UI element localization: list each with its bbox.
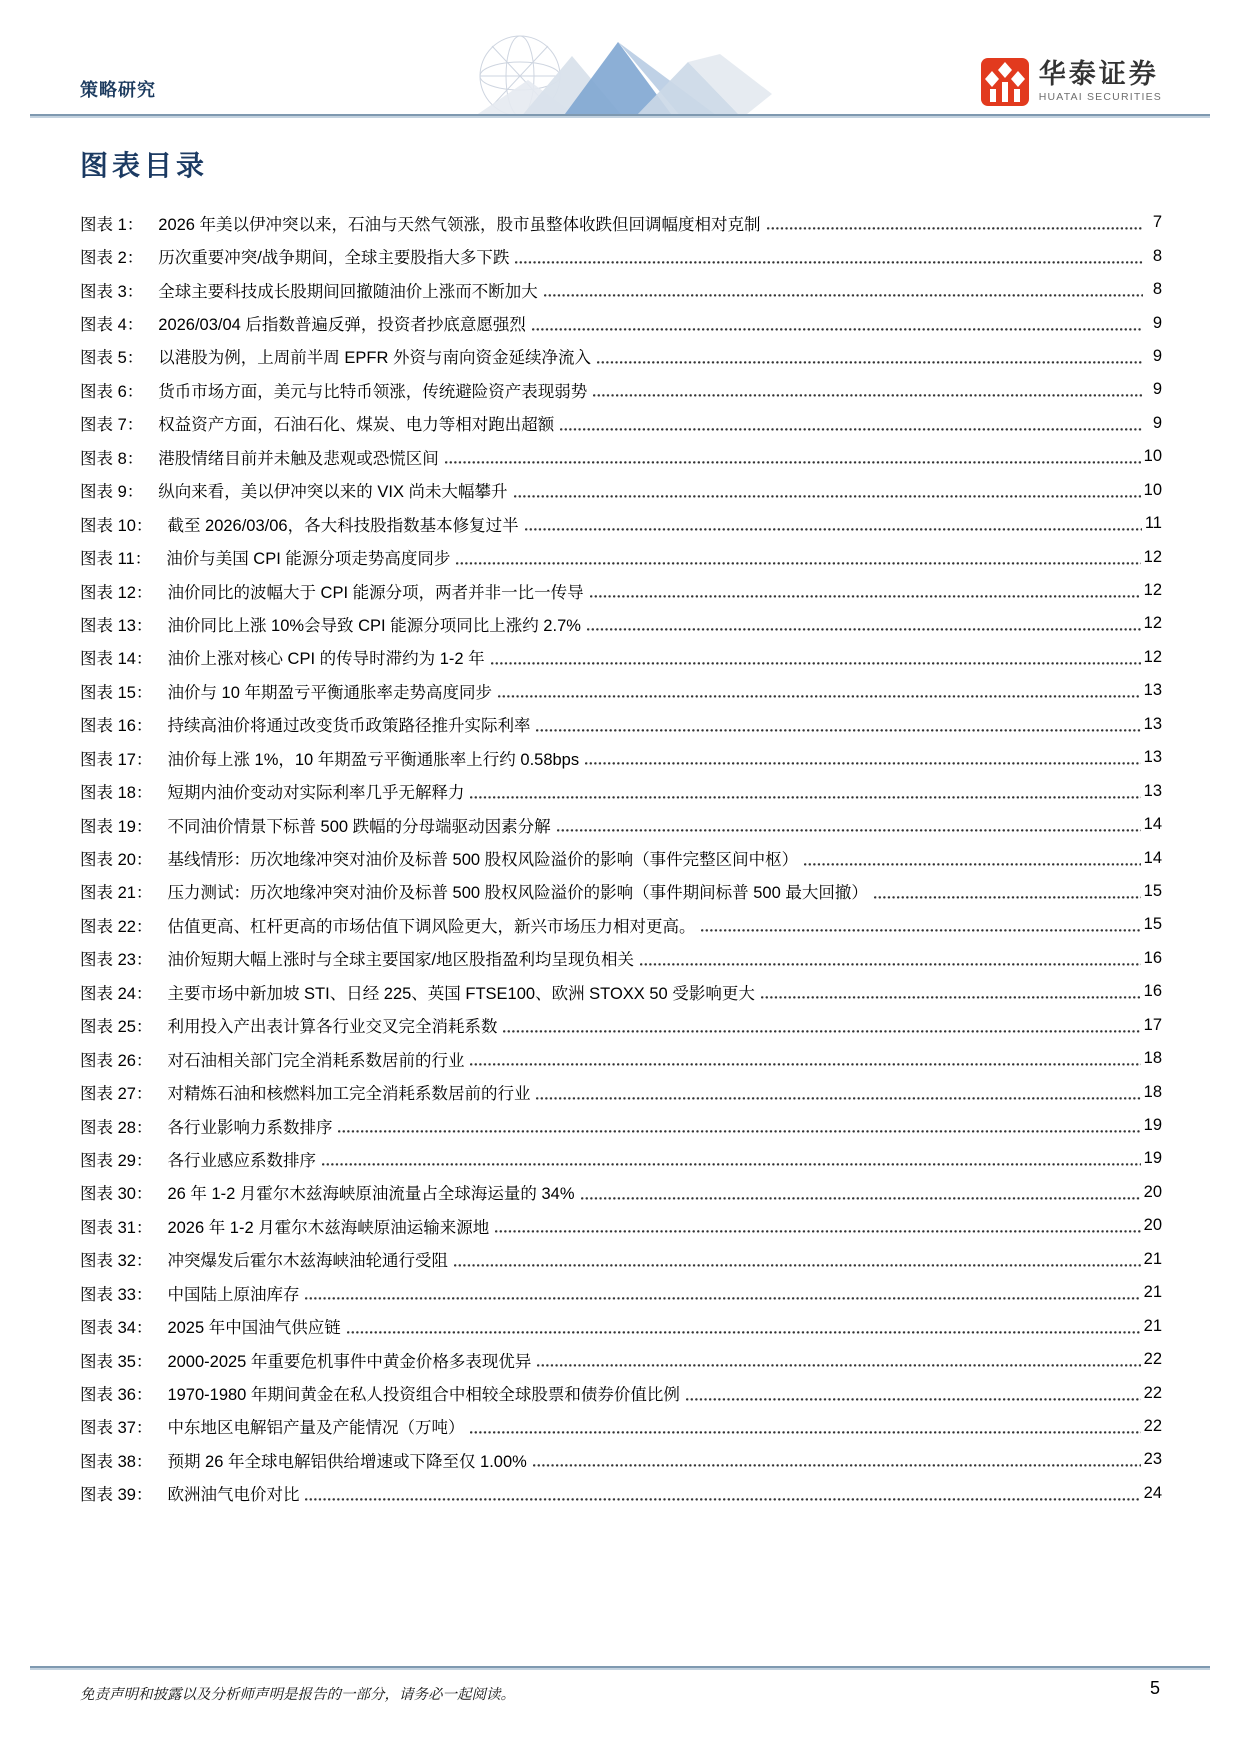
toc-entry[interactable] — [80, 340, 1162, 373]
toc-entry[interactable] — [80, 1343, 1162, 1376]
toc-entry-title: 港股情绪目前并未触及悲观或恐慌区间 — [158, 449, 439, 468]
toc-leader-dots — [347, 1331, 1141, 1334]
toc-leader-dots — [470, 1063, 1140, 1066]
toc-entry[interactable] — [80, 1209, 1162, 1242]
toc-entry-page: 9 — [1152, 413, 1162, 432]
toc-entry-title: 压力测试：历次地缘冲突对油价及标普 500 股权风险溢价的影响（事件期间标普 500 最大回撤） — [167, 884, 868, 903]
toc-entry-title: 油价同比上涨 10%会导致 CPI 能源分项同比上涨约 2.7% — [167, 616, 581, 635]
toc-entry-label: 图表 31： — [80, 1218, 153, 1237]
brand-name-cn: 华泰证券 — [1038, 59, 1159, 90]
toc-entry-page: 20 — [1143, 1216, 1162, 1235]
toc-entry-title: 估值更高、杠杆更高的市场估值下调风险更大，新兴市场压力相对更高。 — [167, 917, 696, 936]
toc-entry[interactable] — [80, 1176, 1162, 1209]
toc-entry[interactable] — [80, 1243, 1162, 1276]
toc-entry-label: 图表 19： — [80, 817, 153, 836]
toc-entry-page: 16 — [1143, 982, 1162, 1001]
footer-disclaimer: 免责声明和披露以及分析师声明是报告的一部分，请务必一起阅读。 — [80, 1687, 515, 1703]
toc-entry-title: 2026 年 1-2 月霍尔木兹海峡原油运输来源地 — [167, 1218, 490, 1237]
huatai-logo-icon — [981, 58, 1029, 106]
toc-leader-dots — [767, 227, 1143, 230]
toc-entry-label: 图表 29： — [80, 1151, 153, 1170]
toc-entry-label: 图表 28： — [80, 1118, 153, 1137]
toc-entry-label: 图表 10： — [80, 516, 153, 535]
toc-entry-title: 不同油价情景下标普 500 跌幅的分母端驱动因素分解 — [167, 817, 551, 836]
toc-entry-page: 24 — [1143, 1483, 1162, 1502]
toc-entry-title: 截至 2026/03/06，各大科技股指数基本修复过半 — [167, 516, 519, 535]
toc-entry-label: 图表 22： — [80, 917, 153, 936]
toc-entry[interactable] — [80, 206, 1162, 239]
toc-entry-title: 中国陆上原油库存 — [167, 1285, 300, 1304]
toc-entry-label: 图表 35： — [80, 1352, 153, 1371]
toc-entry-page: 14 — [1143, 815, 1162, 834]
toc-entry[interactable] — [80, 407, 1162, 440]
toc-entry-title: 对精炼石油和核燃料加工完全消耗系数居前的行业 — [167, 1085, 531, 1104]
toc-entry[interactable] — [80, 942, 1162, 975]
toc-leader-dots — [503, 1030, 1140, 1033]
toc-entry-label: 图表 26： — [80, 1051, 153, 1070]
toc-entry-label: 图表 9： — [80, 483, 144, 502]
toc-entry[interactable] — [80, 741, 1162, 774]
toc-entry-title: 2025 年中国油气供应链 — [167, 1319, 341, 1338]
toc-leader-dots — [686, 1398, 1141, 1401]
toc-entry-page: 12 — [1143, 547, 1162, 566]
toc-leader-dots — [456, 562, 1140, 565]
toc-entry-page: 19 — [1143, 1149, 1162, 1168]
toc-entry-page: 12 — [1143, 581, 1162, 600]
toc-entry-title: 短期内油价变动对实际利率几乎无解释力 — [167, 784, 465, 803]
toc-entry-title: 2000-2025 年重要危机事件中黄金价格多表现优异 — [167, 1352, 532, 1371]
toc-entry-label: 图表 16： — [80, 717, 153, 736]
toc-leader-dots — [590, 595, 1141, 598]
toc-entry-title: 油价上涨对核心 CPI 的传导时滞约为 1-2 年 — [167, 650, 485, 669]
toc-entry-title: 纵向来看，美以伊冲突以来的 VIX 尚未大幅攀升 — [158, 483, 508, 502]
toc-entry-title: 1970-1980 年期间黄金在私人投资组合中相较全球股票和债券价值比例 — [167, 1386, 680, 1405]
toc-entry[interactable] — [80, 1009, 1162, 1042]
toc-entry-page: 8 — [1152, 246, 1162, 265]
toc-leader-dots — [525, 528, 1142, 531]
toc-entry-label: 图表 24： — [80, 984, 153, 1003]
toc-entry-page: 10 — [1143, 447, 1162, 466]
header-divider — [30, 114, 1210, 118]
toc-entry-label: 图表 20： — [80, 851, 153, 870]
toc-leader-dots — [470, 1431, 1140, 1434]
toc-leader-dots — [560, 428, 1143, 431]
toc-entry-label: 图表 38： — [80, 1452, 153, 1471]
toc-entry-page: 20 — [1143, 1182, 1162, 1201]
toc-entry-title: 冲突爆发后霍尔木兹海峡油轮通行受阻 — [167, 1252, 448, 1271]
toc-entry[interactable] — [80, 607, 1162, 640]
toc-entry-title: 2026/03/04 后指数普遍反弹，投资者抄底意愿强烈 — [158, 316, 526, 335]
toc-leader-dots — [495, 1230, 1140, 1233]
toc-leader-dots — [761, 996, 1141, 999]
toc-entry-page: 21 — [1143, 1249, 1162, 1268]
toc-entry-label: 图表 6： — [80, 382, 144, 401]
toc-leader-dots — [445, 461, 1141, 464]
toc-entry-title: 油价每上涨 1%，10 年期盈亏平衡通胀率上行约 0.58bps — [167, 750, 580, 769]
toc-entry[interactable] — [80, 1309, 1162, 1342]
footer-divider — [30, 1666, 1210, 1670]
toc-entry-page: 12 — [1143, 614, 1162, 633]
toc-entry[interactable] — [80, 674, 1162, 707]
toc-entry-title: 权益资产方面，石油石化、煤炭、电力等相对跑出超额 — [158, 416, 555, 435]
toc-leader-dots — [544, 294, 1143, 297]
toc-entry-title: 26 年 1-2 月霍尔木兹海峡原油流量占全球海运量的 34% — [167, 1185, 575, 1204]
toc-leader-dots — [536, 1097, 1140, 1100]
toc-leader-dots — [470, 796, 1140, 799]
toc-entry[interactable] — [80, 574, 1162, 607]
header-decorative-graphic — [420, 34, 780, 118]
footer-page-number: 5 — [1149, 1678, 1160, 1698]
toc-entry-title: 基线情形：历次地缘冲突对油价及标普 500 股权风险溢价的影响（事件完整区间中枢） — [167, 851, 799, 870]
toc-entry-title: 油价短期大幅上涨时与全球主要国家/地区股指盈利均呈现负相关 — [167, 951, 635, 970]
toc-entry-page: 23 — [1143, 1450, 1162, 1469]
toc-entry-page: 18 — [1143, 1049, 1162, 1068]
toc-entry-page: 13 — [1143, 714, 1162, 733]
toc-entry-label: 图表 25： — [80, 1018, 153, 1037]
toc-entry-label: 图表 11： — [80, 550, 152, 569]
toc-entry-title: 2026 年美以伊冲突以来，石油与天然气领涨，股市虽整体收跌但回调幅度相对克制 — [158, 215, 761, 234]
toc-entry[interactable] — [80, 774, 1162, 807]
toc-entry-title: 中东地区电解铝产量及产能情况（万吨） — [167, 1419, 465, 1438]
toc-entry-title: 各行业感应系数排序 — [167, 1151, 316, 1170]
toc-entry-title: 全球主要科技成长股期间回撤随油价上涨而不断加大 — [158, 282, 538, 301]
toc-entry-label: 图表 33： — [80, 1285, 153, 1304]
toc-entry[interactable] — [80, 474, 1162, 507]
toc-leader-dots — [585, 762, 1141, 765]
report-category-label: 策略研究 — [80, 80, 156, 101]
toc-leader-dots — [322, 1163, 1141, 1166]
toc-entry-page: 9 — [1152, 380, 1162, 399]
toc-leader-dots — [305, 1498, 1140, 1501]
toc-entry-title: 油价与美国 CPI 能源分项走势高度同步 — [166, 550, 451, 569]
toc-entry-page: 13 — [1143, 748, 1162, 767]
toc-entry-label: 图表 23： — [80, 951, 153, 970]
toc-entry-page: 19 — [1143, 1116, 1162, 1135]
toc-entry[interactable] — [80, 708, 1162, 741]
toc-entry-page: 13 — [1143, 681, 1162, 700]
toc-leader-dots — [515, 261, 1143, 264]
toc-entry-page: 10 — [1143, 480, 1162, 499]
toc-entry-page: 16 — [1143, 948, 1162, 967]
toc-entry-label: 图表 4： — [80, 316, 144, 335]
toc-entry[interactable] — [80, 841, 1162, 874]
toc-entry[interactable] — [80, 239, 1162, 272]
toc-entry-label: 图表 2： — [80, 249, 144, 268]
toc-entry[interactable] — [80, 1477, 1162, 1510]
toc-leader-dots — [454, 1264, 1141, 1267]
toc-entry-page: 12 — [1143, 647, 1162, 666]
toc-entry-page: 17 — [1143, 1015, 1162, 1034]
toc-leader-dots — [557, 829, 1141, 832]
toc-entry-title: 主要市场中新加坡 STI、日经 225、英国 FTSE100、欧洲 STOXX 50 受影响更大 — [167, 984, 755, 1003]
toc-entry-page: 21 — [1143, 1316, 1162, 1335]
toc-entry-page: 9 — [1152, 346, 1162, 365]
toc-entry[interactable] — [80, 975, 1162, 1008]
toc-leader-dots — [597, 361, 1143, 364]
brand-logo — [981, 58, 1162, 106]
brand-name-en: HUATAI SECURITIES — [1038, 91, 1162, 104]
toc-entry-page: 22 — [1143, 1416, 1162, 1435]
toc-entry-label: 图表 32： — [80, 1252, 153, 1271]
toc-entry-label: 图表 14： — [80, 650, 153, 669]
toc-entry-page: 13 — [1143, 781, 1162, 800]
toc-leader-dots — [587, 628, 1141, 631]
toc-entry-page: 21 — [1143, 1283, 1162, 1302]
toc-entry-title: 利用投入产出表计算各行业交叉完全消耗系数 — [167, 1018, 498, 1037]
toc-leader-dots — [701, 929, 1140, 932]
toc-entry-label: 图表 21： — [80, 884, 153, 903]
toc-entry-label: 图表 37： — [80, 1419, 153, 1438]
toc-entry[interactable] — [80, 373, 1162, 406]
toc-entry-label: 图表 36： — [80, 1386, 153, 1405]
toc-entry-title: 油价与 10 年期盈亏平衡通胀率走势高度同步 — [167, 683, 492, 702]
toc-entry-label: 图表 17： — [80, 750, 153, 769]
toc-entry-title: 货币市场方面，美元与比特币领涨，传统避险资产表现弱势 — [158, 382, 588, 401]
toc-entry-title: 油价同比的波幅大于 CPI 能源分项，两者并非一比一传导 — [167, 583, 584, 602]
toc-entry-page: 22 — [1143, 1350, 1162, 1369]
toc-leader-dots — [498, 695, 1141, 698]
toc-leader-dots — [338, 1130, 1140, 1133]
toc-entry-label: 图表 8： — [80, 449, 144, 468]
toc-entry-page: 11 — [1144, 514, 1162, 533]
toc-entry[interactable] — [80, 1276, 1162, 1309]
toc-entry-label: 图表 34： — [80, 1319, 153, 1338]
toc-leader-dots — [537, 1364, 1140, 1367]
toc-entry[interactable] — [80, 1075, 1162, 1108]
toc-entry[interactable] — [80, 540, 1162, 573]
toc-entry[interactable] — [80, 440, 1162, 473]
toc-entry[interactable] — [80, 875, 1162, 908]
toc-entry-title: 预期 26 年全球电解铝供给增速或下降至仅 1.00% — [167, 1452, 527, 1471]
toc-entry-title: 以港股为例，上周前半周 EPFR 外资与南向资金延续净流入 — [158, 349, 591, 368]
toc-leader-dots — [514, 495, 1141, 498]
toc-entry-label: 图表 39： — [80, 1486, 153, 1505]
toc-leader-dots — [874, 896, 1141, 899]
toc-entry-title: 历次重要冲突/战争期间，全球主要股指大多下跌 — [158, 249, 510, 268]
toc-entry-page: 9 — [1152, 313, 1162, 332]
toc-entry-label: 图表 18： — [80, 784, 153, 803]
toc-leader-dots — [593, 394, 1143, 397]
toc-entry[interactable] — [80, 1410, 1162, 1443]
toc-entry-label: 图表 15： — [80, 683, 153, 702]
toc-entry-title: 对石油相关部门完全消耗系数居前的行业 — [167, 1051, 465, 1070]
toc-leader-dots — [491, 662, 1141, 665]
toc-entry-page: 8 — [1152, 280, 1162, 299]
toc-leader-dots — [804, 863, 1141, 866]
toc-entry-label: 图表 5： — [80, 349, 144, 368]
toc-entry-label: 图表 7： — [80, 416, 144, 435]
toc-entry[interactable] — [80, 1443, 1162, 1476]
toc-entry[interactable] — [80, 273, 1162, 306]
toc-entry[interactable] — [80, 908, 1162, 941]
toc-entry[interactable] — [80, 1376, 1162, 1409]
toc-entry-label: 图表 27： — [80, 1085, 153, 1104]
toc-leader-dots — [536, 729, 1140, 732]
toc-leader-dots — [532, 328, 1143, 331]
toc-entry[interactable] — [80, 641, 1162, 674]
page-title: 图表目录 — [80, 149, 209, 182]
toc-leader-dots — [533, 1464, 1141, 1467]
toc-entry-page: 18 — [1143, 1082, 1162, 1101]
toc-entry[interactable] — [80, 1142, 1162, 1175]
toc-entry[interactable] — [80, 1042, 1162, 1075]
toc-entry-title: 持续高油价将通过改变货币政策路径推升实际利率 — [167, 717, 531, 736]
toc-entry-page: 7 — [1152, 213, 1162, 232]
toc-entry[interactable] — [80, 808, 1162, 841]
toc-leader-dots — [581, 1197, 1141, 1200]
toc-entry[interactable] — [80, 306, 1162, 339]
toc-entry-page: 15 — [1143, 881, 1162, 900]
toc-entry-label: 图表 3： — [80, 282, 144, 301]
toc-entry-page: 22 — [1143, 1383, 1162, 1402]
toc-entry-page: 15 — [1143, 915, 1162, 934]
toc-entry-label: 图表 12： — [80, 583, 153, 602]
toc-list — [80, 206, 1162, 1510]
toc-entry[interactable] — [80, 1109, 1162, 1142]
toc-entry[interactable] — [80, 507, 1162, 540]
toc-entry-label: 图表 30： — [80, 1185, 153, 1204]
toc-entry-page: 14 — [1143, 848, 1162, 867]
toc-entry-label: 图表 13： — [80, 616, 153, 635]
toc-entry-title: 各行业影响力系数排序 — [167, 1118, 333, 1137]
toc-leader-dots — [640, 963, 1141, 966]
toc-entry-title: 欧洲油气电价对比 — [167, 1486, 300, 1505]
toc-entry-label: 图表 1： — [80, 215, 144, 234]
toc-leader-dots — [305, 1297, 1140, 1300]
